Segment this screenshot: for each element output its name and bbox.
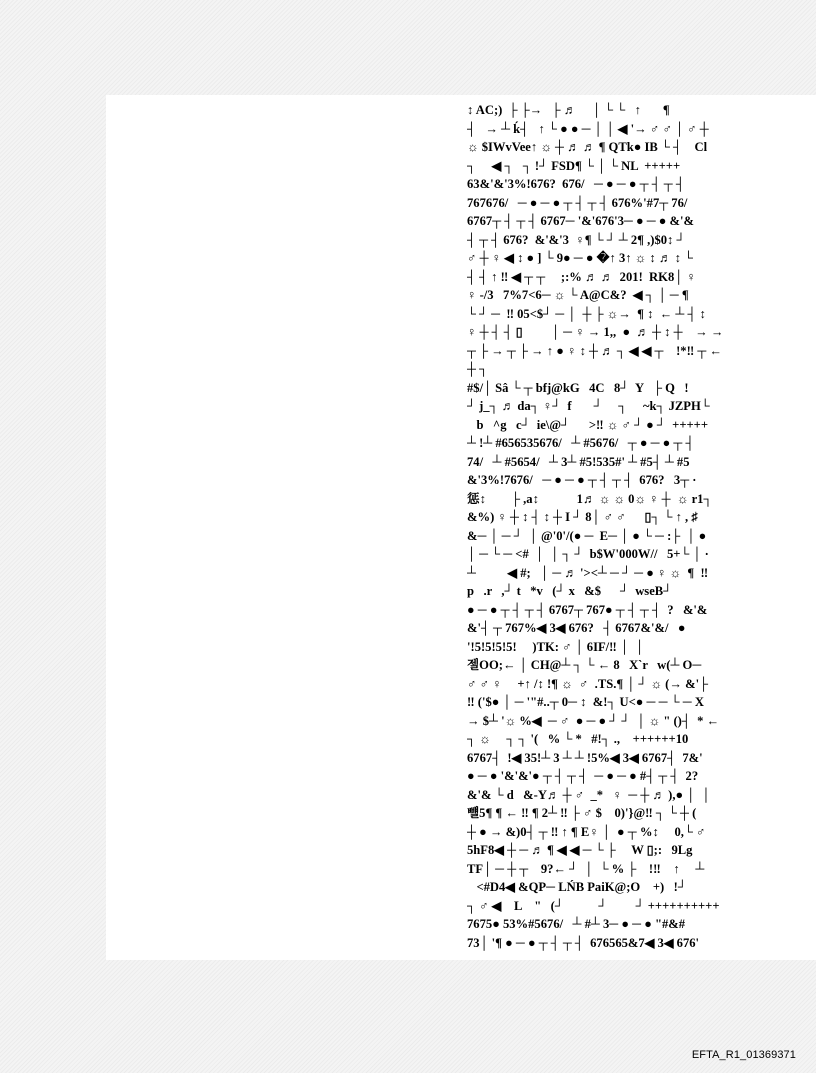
document-id-label: EFTA_R1_01369371 <box>691 1049 796 1061</box>
text-line: → $┴ '☼ %◀ ─ ♂ ● ─ ● ┘ ┘ │ ☼ " ()┤ * ← <box>467 713 720 728</box>
text-line: 6767┤ !◀ 35!┴ 3 ┴ ┴ !5%◀ 3◀ 6767┤ 7&' <box>467 750 703 765</box>
text-line: 젤OO;← │ CH@┴ ┐ └ ← 8 X`r w(┴ O─ <box>467 658 702 672</box>
text-line: ‼ ('$● │ ─ '"#..┬ 0─ ↕ &!┐ U<● ─ ─ └ ─ X <box>467 695 704 709</box>
text-line: │ ─ └ ─ <# │ │ ┐ ┘ b$W'000W// 5+└ │ · <box>467 547 709 561</box>
text-line: ┤ ┬ ┤ 676? &'&'3 ♀¶ └ ┘ ┴ 2¶ ,)$0↕ ┘ <box>467 232 686 247</box>
text-line: 惩↕ ├ ,a↕ 1♬ ☼ ☼ 0☼ ♀ ┼ ☼ r1┐ <box>467 491 713 506</box>
text-line: ┐ ◀ ┐ ┐ !┘ FSD¶ └ │ └ NL +++++ <box>467 158 681 173</box>
text-line: 6767┬ ┤ ┬ ┤ 6767─ '&'676'3─ ● ─ ● &'& <box>467 214 695 228</box>
text-line: &'┤ ┬ 767%◀ 3◀ 676? ┤ 6767&'&/ ● <box>467 621 686 635</box>
text-line: TF│ ─ ┼ ┬ 9?← ┘ │ └ % ├ !‼ ↑ ┴ <box>467 861 705 876</box>
text-line: #$/│ Sâ └ ┬ bfj@kG 4C 8┘ Y ├ Q ! <box>467 380 689 395</box>
text-line: ● ─ ● ┬ ┤ ┬ ┤ 6767┬ 767● ┬ ┤ ┬ ┤ ? &'& <box>467 602 708 617</box>
text-line: ┼ ● → &)0┤ ┬ ‼ ↑ ¶ E♀ │ ● ┬ %↕ 0,└ ♂ <box>467 824 706 839</box>
text-line: &─ │ ─ ┘ │ @'0'/(● ─ E─ │ ● └ ─ :├ │ ● <box>467 528 707 543</box>
text-line: ┬ ├ → ┬ ├ → ↑ ● ♀ ↕ ┼ ♬ ┐ ◀ ◀ ┬ !*‼ ┬ ← <box>467 343 722 358</box>
text-line: ┼ ┐ <box>467 362 488 376</box>
text-line: ┐ ☼ ┐ ┐ '( % └ * #!┐ ., ++++++10 <box>467 732 689 746</box>
text-line: ┐ ♂ ◀ L " (┘ ┘ ┘ ++++++++++ <box>467 898 720 913</box>
text-line: ☼ $IWvVee↑ ☼ ┼ ♬ ♬ ¶ QTk● IB └ ┤ Cl <box>467 140 708 154</box>
text-line: 7675● 53%#5676/ ┴ #┴ 3─ ● ─ ● "#&# <box>467 917 686 931</box>
text-line: ● ─ ● '&'&'● ┬ ┤ ┬ ┤ ─ ● ─ ● #┤ ┬ ┤ 2? <box>467 769 699 783</box>
text-line: ┘ j_┐ ♬ da┐ ♀┘ f ┘ ┐ ~k┐ JZPH└ <box>467 399 710 413</box>
document-page <box>106 95 816 960</box>
text-line: ┴ ◀ #; │ ─ ♬ '><┴ ─ ┘ ─ ● ♀ ☼ ¶ ‼ <box>467 565 709 580</box>
text-line: ♂ ♂ ♀ +↑ /↕ !¶ ☼ ♂ .TS.¶ │ ┘ ☼ (→ &'├ <box>467 676 708 691</box>
text-line: &%) ♀ ┼ ↕ ┤ ↕ ┼ I ┘ 8│ ♂ ♂ ▯┐ └ ↑ , ♯ <box>467 510 698 524</box>
text-line: ♀ ┼ ┤ ┤ ▯ │ ─ ♀ → 1,, ● ♬ ┼ ↕ ┼ → → <box>467 325 724 339</box>
text-line: '!5!5!5!5! )TK: ♂ │ 6IF/‼ │ │ <box>467 639 645 654</box>
text-line: 767676/ ─ ● ─ ● ┬ ┤ ┬ ┤ 676%'#7┬ 76/ <box>467 195 688 210</box>
text-line: ↕ AC;) ├ ├→ ├ ♬ │ └ └ ↑ ¶ <box>467 103 670 117</box>
text-line: p .r ,┘ t *v (┘ x &$ ┘ wseB┘ <box>467 584 673 598</box>
text-line: &'& └ d &-Y♬ ┼ ♂ _* ♀ ─ ┼ ♬ ),● │ │ <box>467 787 711 802</box>
garbled-text-column <box>467 101 816 952</box>
text-line: ♂ ┼ ♀ ◀ ↕ ● ] └ 9● ─ ● �↑ 3↑ ☼ ↕ ♬ ↕ └ <box>467 251 693 265</box>
text-line: ┤ → ┴ ḱ┤ ↑ └ ● ● ─ │ │ ◀ '→ ♂ ♂ │ ♂ ┼ <box>467 121 709 136</box>
text-line: b ^g c┘ ie\@┘ >‼ ☼ ♂ ┘ ● ┘ +++++ <box>467 417 709 432</box>
text-line: 뺼5¶ ¶ ← ‼ ¶ 2┴ ‼ ├ ♂ $ 0)'}@‼ ┐ └ ┼ ( <box>467 806 697 820</box>
text-line: └ ┘ ─ ‼ 05<$┘ ─ │ ┼ ├ ☼→ ¶ ↕ ← ┴ ┤ ↕ <box>467 306 706 321</box>
text-line: ┤ ┤ ↑ ‼ ◀ ┬ ┬ ;:% ♬ ♬ 201! RK8│ ♀ <box>467 269 696 284</box>
text-line: &'3%!7676/ ─ ● ─ ● ┬ ┤ ┬ ┤ 676? 3┬ · <box>467 473 697 487</box>
text-line: 74/ ┴ #5654/ ┴ 3┴ #5!535#' ┴ #5┤ ┴ #5 <box>467 454 690 469</box>
text-line: 73│ '¶ ● ─ ● ┬ ┤ ┬ ┤ 676565&7◀ 3◀ 676' <box>467 935 700 950</box>
text-line: <#D4◀ &QP─ LŃB PaiK@;O +) !┘ <box>467 880 687 894</box>
text-line: 63&'&'3%!676? 676/ ─ ● ─ ● ┬ ┤ ┬ ┤ <box>467 177 685 191</box>
text-line: 5hF8◀ ┼ ─ ♬ ¶ ◀ ◀ ─ └ ├ W ▯;: 9Lg <box>467 843 693 857</box>
text-line: ┴ !┴ #656535676/ ┴ #5676/ ┬ ● ─ ● ┬ ┤ <box>467 436 695 450</box>
text-line: ♀ -/3 7%7<6─ ☼ └ A@C&? ◀ ┐ │ ─ ¶ <box>467 288 689 302</box>
